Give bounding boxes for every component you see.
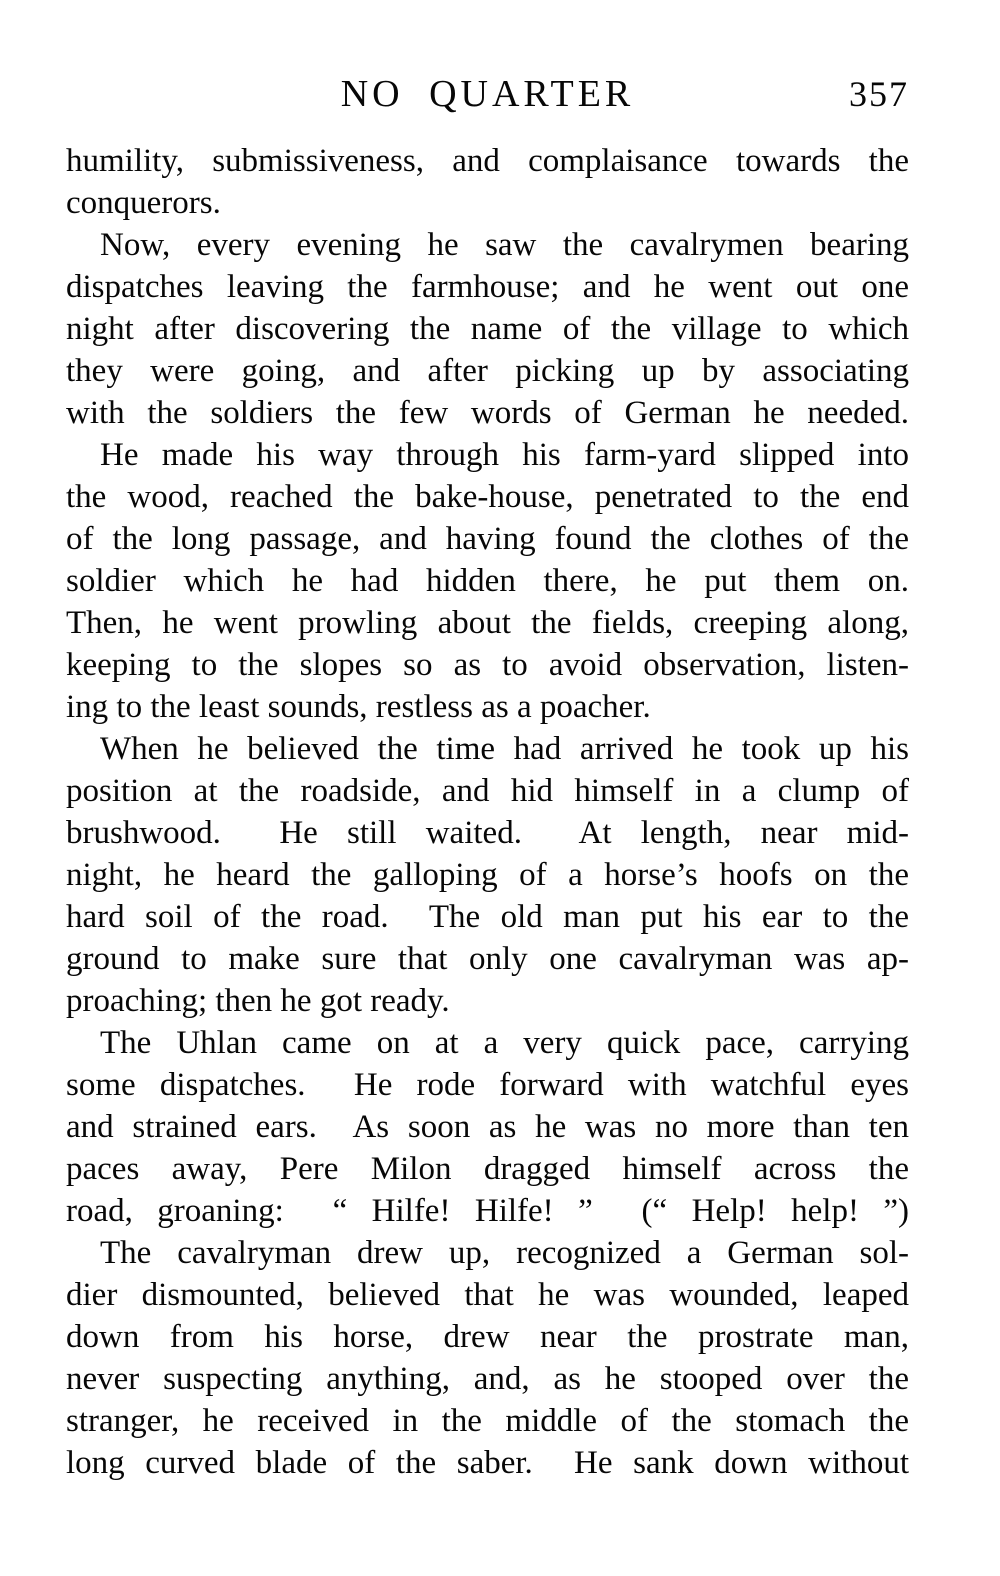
text-line: night after discovering the name of the village to which: [66, 311, 909, 347]
text-line: ing to the least sounds, restless as a poacher.: [66, 689, 651, 725]
text-line: night, he heard the galloping of a horse’s hoofs on the: [66, 857, 909, 893]
paragraph: [66, 728, 909, 1022]
text-line: dier dismounted, believed that he was wounded, leaped: [66, 1277, 909, 1313]
text-line: humility, submissiveness, and complaisance towards the: [66, 143, 909, 179]
text-line: down from his horse, drew near the prostrate man,: [66, 1319, 909, 1355]
text-line: long curved blade of the saber. He sank down without: [66, 1445, 909, 1481]
text-line: conquerors.: [66, 185, 221, 221]
running-title: NO QUARTER: [340, 73, 635, 115]
text-line: road, groaning: “ Hilfe! Hilfe! ” (“ Help! help! ”): [66, 1193, 909, 1229]
text-line: the wood, reached the bake-house, penetrated to the end: [66, 479, 909, 515]
text-line: dispatches leaving the farmhouse; and he went out one: [66, 269, 909, 305]
paragraph: [66, 1232, 909, 1484]
paragraph: [66, 140, 909, 224]
text-line: The cavalryman drew up, recognized a German sol-: [100, 1235, 909, 1271]
text-line: with the soldiers the few words of German he needed.: [66, 395, 909, 431]
paragraph: [66, 224, 909, 434]
page-body: [66, 140, 909, 1484]
text-line: brushwood. He still waited. At length, near mid-: [66, 815, 909, 851]
text-line: they were going, and after picking up by associating: [66, 353, 909, 389]
text-line: The Uhlan came on at a very quick pace, carrying: [100, 1025, 909, 1061]
text-line: and strained ears. As soon as he was no more than ten: [66, 1109, 909, 1145]
text-line: Then, he went prowling about the fields, creeping along,: [66, 605, 909, 641]
text-line: paces away, Pere Milon dragged himself across the: [66, 1151, 909, 1187]
text-line: of the long passage, and having found the clothes of the: [66, 521, 909, 557]
text-line: position at the roadside, and hid himself in a clump of: [66, 773, 909, 809]
text-line: ground to make sure that only one cavalryman was ap-: [66, 941, 909, 977]
text-line: keeping to the slopes so as to avoid observation, listen-: [66, 647, 909, 683]
page-number: 357: [849, 74, 909, 114]
text-line: proaching; then he got ready.: [66, 983, 450, 1019]
page-header: [66, 72, 909, 116]
text-line: He made his way through his farm-yard slipped into: [100, 437, 909, 473]
paragraph: [66, 1022, 909, 1232]
paragraph: [66, 434, 909, 728]
text-line: Now, every evening he saw the cavalrymen bearing: [100, 227, 909, 263]
text-line: When he believed the time had arrived he took up his: [100, 731, 909, 767]
text-line: never suspecting anything, and, as he stooped over the: [66, 1361, 909, 1397]
text-line: hard soil of the road. The old man put his ear to the: [66, 899, 909, 935]
text-line: soldier which he had hidden there, he put them on.: [66, 563, 909, 599]
text-line: some dispatches. He rode forward with watchful eyes: [66, 1067, 909, 1103]
text-line: stranger, he received in the middle of the stomach the: [66, 1403, 909, 1439]
